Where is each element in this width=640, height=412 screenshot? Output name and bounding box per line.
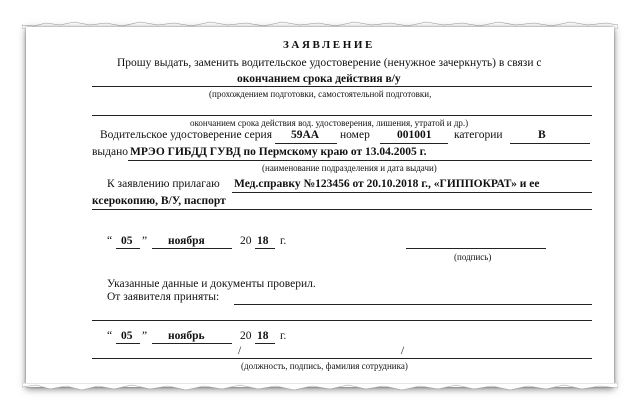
attach-value-2: ксерокопию, В/У, паспорт <box>92 195 226 207</box>
license-series-label: Водительское удостоверение серия <box>100 129 272 141</box>
license-series-underline <box>275 143 337 144</box>
date1-day: 05 <box>121 235 133 247</box>
accepted-underline <box>234 304 592 305</box>
date1-month: ноября <box>168 235 205 247</box>
date2-open-quote: “ <box>107 330 113 342</box>
license-number-value: 001001 <box>397 129 432 141</box>
issued-hint: (наименование подразделения и дата выдачи) <box>262 163 437 173</box>
date2-day-underline <box>116 343 140 344</box>
date1-day-underline <box>116 248 140 249</box>
employee-line <box>92 358 592 359</box>
date1-suffix: г. <box>280 235 287 247</box>
license-number-label: номер <box>340 129 370 141</box>
date2-month-underline <box>152 343 232 344</box>
reason-underline <box>92 86 592 87</box>
signature-line <box>406 248 546 249</box>
date2-day: 05 <box>121 330 133 342</box>
license-category-value: В <box>538 129 546 141</box>
date2-close-quote: ” <box>142 330 148 342</box>
issued-underline <box>128 160 592 161</box>
torn-edge-bottom <box>22 383 618 392</box>
attach-value-1: Мед.справку №123456 от 20.10.2018 г., «ГИППОКРАТ» и ее <box>234 178 540 190</box>
date1-year-prefix: 20 <box>240 235 252 247</box>
slash-2: / <box>401 345 405 357</box>
date2-year: 18 <box>257 330 269 342</box>
license-number-underline <box>380 143 448 144</box>
license-category-label: категории <box>454 129 503 141</box>
reason-line-2 <box>92 115 592 116</box>
reason-hint-2: окончанием срока действия вод. удостоверения, лишения, утратой и др.) <box>190 118 469 128</box>
date1-close-quote: ” <box>142 235 148 247</box>
reason-hint: (прохождением подготовки, самостоятельной подготовки, <box>209 89 432 99</box>
date2-month: ноябрь <box>168 330 205 342</box>
license-category-underline <box>510 143 590 144</box>
date1-open-quote: “ <box>107 235 113 247</box>
form-title: ЗАЯВЛЕНИЕ <box>283 39 375 51</box>
issued-value: МРЭО ГИБДД ГУВД по Пермскому краю от 13.04.2005 г. <box>130 146 427 158</box>
date1-year: 18 <box>257 235 269 247</box>
attach-underline-2 <box>92 209 592 210</box>
checked-text: Указанные данные и документы проверил. <box>107 278 316 290</box>
date2-suffix: г. <box>280 330 287 342</box>
accepted-label: От заявителя приняты: <box>107 291 220 303</box>
request-text: Прошу выдать, заменить водительское удостоверение (ненужное зачеркнуть) в связи с <box>117 57 542 69</box>
attach-label: К заявлению прилагаю <box>107 178 220 190</box>
date1-month-underline <box>152 248 232 249</box>
reason-value: окончанием срока действия в/у <box>237 73 401 85</box>
signature-hint: (подпись) <box>454 252 492 262</box>
date1-year-underline <box>255 248 275 249</box>
date2-year-prefix: 20 <box>240 330 252 342</box>
employee-hint: (должность, подпись, фамилия сотрудника) <box>241 361 408 371</box>
license-series-value: 59АА <box>291 129 320 141</box>
issued-label: выдано <box>92 146 129 158</box>
date2-year-underline <box>255 343 275 344</box>
attach-underline-1 <box>232 192 592 193</box>
slash-1: / <box>238 345 242 357</box>
blank-line <box>92 320 592 321</box>
